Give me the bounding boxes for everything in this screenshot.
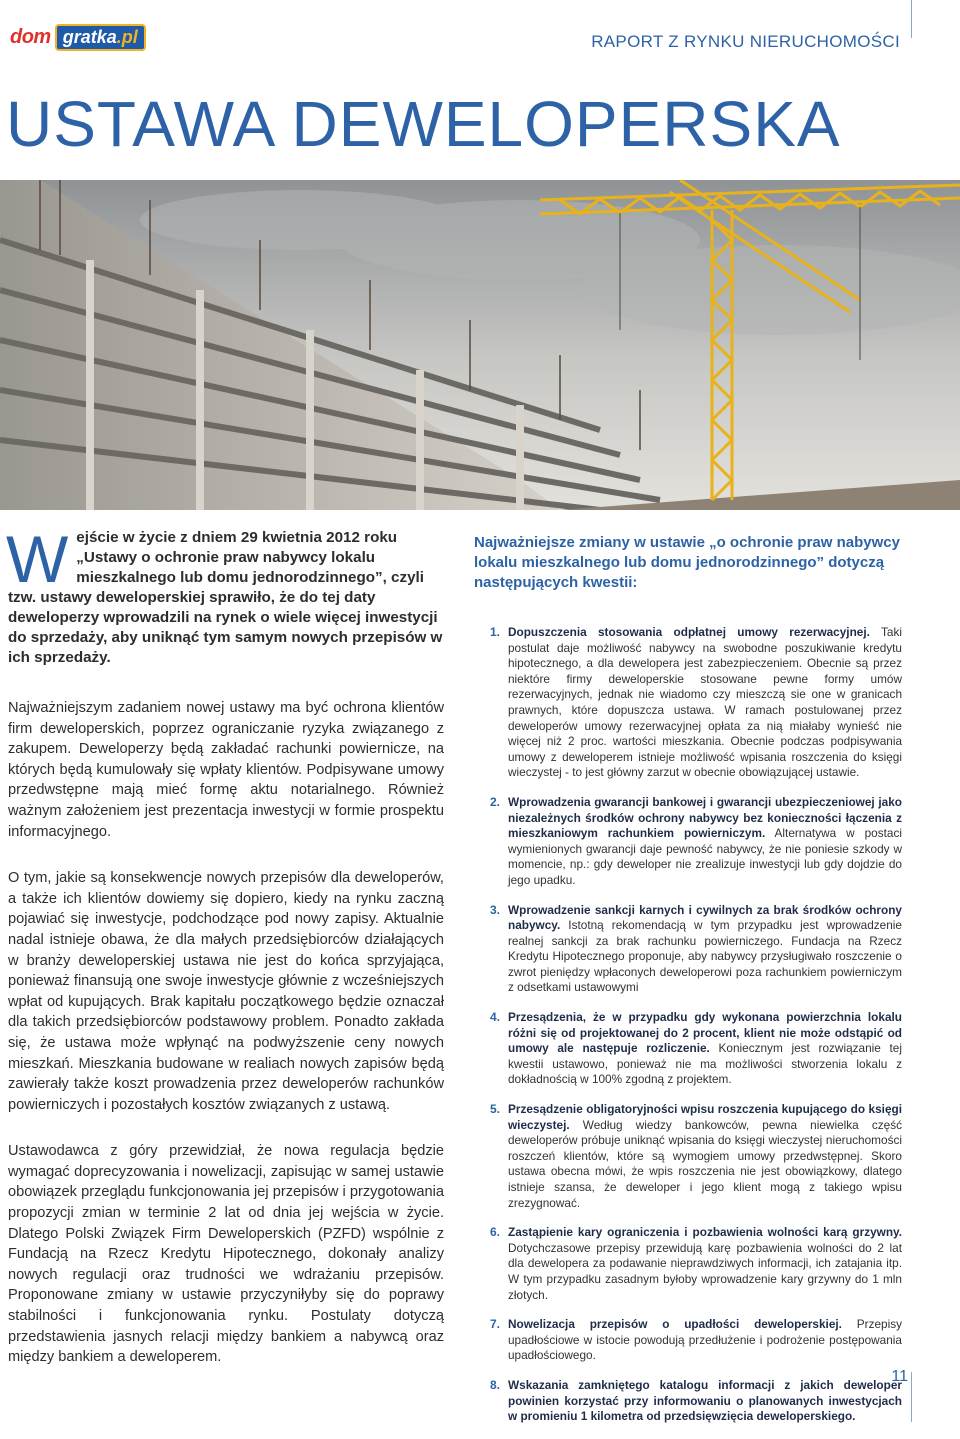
page-title: USTAWA DEWELOPERSKA [6, 88, 841, 160]
change-number: 4. [489, 1010, 500, 1025]
change-title: Dopuszczenia stosowania odpłatnej umowy rezerwacyjnej. [508, 625, 870, 639]
change-item-2 [474, 795, 902, 889]
change-number: 7. [489, 1317, 500, 1332]
header-divider-line [911, 0, 912, 38]
change-number: 8. [489, 1377, 500, 1392]
hero-construction-image [0, 180, 960, 510]
lead-paragraph [6, 522, 444, 668]
change-number: 2. [489, 794, 500, 809]
change-number: 1. [489, 625, 500, 639]
change-item-7 [474, 1317, 902, 1364]
logo[interactable] [10, 24, 146, 50]
change-title: Przesądzenia, że w przypadku gdy wykonana powierzchnia lokalu różni się od projektowanej do 2 procent, klient nie może odstąpić od umowy ale następuje rozliczenie. [508, 1010, 902, 1056]
change-title: Wprowadzenia gwarancji bankowej i gwarancji ubezpieczeniowej jako niezależnych środków ochrony nabywcy bez konieczności łączenia z mieszkaniowym rachunkiem powierniczym. [508, 794, 902, 841]
body-paragraph-2: O tym, jakie są konsekwencje nowych przepisów dla deweloperów, a także ich klientów dowiemy się dopiero, kiedy na rynku zaczną pojawiać się inwestycje, podchodzące pod nowy zapisy. Aktualnie nadal istnieje obawa, że dla małych przedsiębiorców działających w branży deweloperskiej ustawa nie jest do końca sprzyjająca, ponieważ finansują one swoje inwestycje głównie z wcześniejszych wpłat od kupujących. Brak kapitału początkowego będzie oznaczał dla takich przedsiębiorców podstawowy problem. Ponadto zakłada się, że ustawa może wpłynąć na podwyższenie ceny nowych mieszkań. Mieszkania budowane w realiach nowych zapisów będą zawierały także koszt prowadzenia przez deweloperów rachunków powierniczych i pozostałych kosztów związanych z ustawą. [8, 870, 444, 1113]
change-item-5 [474, 1102, 902, 1211]
logo-gratka-text: gratka [62, 26, 117, 47]
change-title: Wskazania zamkniętego katalogu informacji z jakich deweloper powinien korzystać przy informowaniu o planowanych inwestycjach w promieniu 1 kilometra od przedsięwzięcia deweloperskiego. [508, 1377, 902, 1424]
change-text: Przepisy upadłościowe w istocie powodują przedłużenie i podrożenie postępowania upadłościowego. [508, 1317, 903, 1363]
page-number: 11 [891, 1368, 908, 1385]
change-text: Istotną rekomendacją w tym przypadku jest wprowadzenie realnej sankcji za brak rachunku powierniczego. Fundacja na Rzecz Kredytu Hipotecznego proponuje, aby nabywcy przysługiwało roszczenie o zwrot pieniędzy wpłaconych deweloperowi poza rachunkiem powierniczym z odsetkami ustawowymi [508, 918, 902, 995]
change-number: 5. [489, 1102, 500, 1117]
change-title: Nowelizacja przepisów o upadłości deweloperskiej. [508, 1317, 842, 1332]
change-title: Przesądzenie obligatoryjności wpisu roszczenia kupującego do księgi wieczystej. [508, 1102, 902, 1132]
change-text: Dotychczasowe przepisy przewidują karę pozbawienia wolności do 2 lat dla dewelopera za podawanie nieprawdziwych informacji, ich zatajania itp. W tym przypadku zasadnym byłoby wprowadzenie kary grzywny do 1 mln złotych. [508, 1240, 902, 1302]
right-column [474, 533, 902, 1439]
change-text: Taki postulat daje możliwość nabywcy na swobodne poszukiwanie kredytu hipotecznego, a dla dewelopera jest zabezpieczeniem. Obecnie są przez niektóre firmy deweloperskie stosowane pewne formy umów rezerwacyjnych, jednak nie wiadomo czy mieszczą sie one w granicach prawnych, które dopuszcza ustawa. W ramach postulowanej przez deweloperów umowy rezerwacyjnej opłata za nią miałaby wynieść nie więcej niż 2 proc. wartości mieszkania. Obecnie podczas podpisywania umowy z deweloperem istnieje możliwość wpisania roszczenia do księgi wieczystej - to jest główny zarzut w obecnie obowiązującej ustawie. [508, 625, 902, 780]
change-text: Według wiedzy bankowców, pewna niewielka część deweloperów próbuje uniknąć wpisania do księgi wieczystej nieruchomości roszczeń klientów, które są wymogiem umowy przedwstępnej. Skoro ustawa obecna mówi, że wpis roszczenia nie jest obowiązkowy, dlatego istnieje szansa, że deweloper i jego klient mogą z takiego wpisu zrezygnować. [508, 1117, 902, 1210]
body-paragraph-3: Ustawodawca z góry przewidział, że nowa regulacja będzie wymagać doprecyzowania i nowelizacji, zapisując w samej ustawie obowiązek przeglądu funkcjonowania jej przepisów i przygotowania propozycji zmian w terminie 2 lat od dnia jej wejścia w życie. Dlatego Polski Związek Firm Deweloperskich (PZFD) wspólnie z Fundacją na Rzecz Kredytu Hipotecznego, dokonały analizy nowych regulacji oraz trudności we wdrażaniu przepisów. Proponowane zmiany w ustawie przyczyniłyby się do poprawy stabilności i funkcjonowania rynku. Postulaty dotyczą przedstawienia jasnych relacji między bankiem a nabywcą oraz między bankiem a deweloperem. [8, 1143, 444, 1366]
change-text: Koniecznym jest rozwiązanie tej kwestii ustawowo, ponieważ nie ma możliwości stworzenia lokalu z dokładnością w 100% zgodną z projektem. [508, 1041, 902, 1087]
change-item-1 [474, 625, 902, 781]
logo-dom-text: dom [10, 25, 51, 48]
change-text: Alternatywa w postaci wymienionych gwarancji daje pewność nabywcy, że nie poniesie szkody w momencie, np.: gdy deweloper nie zrealizuje inwestycji lub gdy dojdzie do jego upadku. [508, 826, 902, 887]
change-number: 3. [489, 902, 500, 917]
body-paragraph-1: Najważniejszym zadaniem nowej ustawy ma być ochrona klientów firm deweloperskich, poprzez ograniczanie ryzyka związanego z zakupem. Deweloperzy będą zakładać rachunki powiernicze, na których będą kumulowały się wpłaty klientów. Podpisywane umowy przedwstępne mają mieć formę aktu notarialnego. Również ważnym założeniem jest prezentacja inwestycji w formie prospektu informacyjnego. [8, 700, 444, 840]
change-item-3 [474, 903, 902, 997]
change-item-6 [474, 1225, 902, 1303]
change-item-4 [474, 1010, 902, 1088]
left-column [6, 522, 444, 1368]
footer-divider-line [911, 1372, 912, 1422]
report-label: RAPORT Z RYNKU NIERUCHOMOŚCI [591, 32, 900, 51]
logo-pl-text: .pl [116, 26, 138, 47]
change-number: 6. [489, 1225, 500, 1240]
change-title: Wprowadzenie sankcji karnych i cywilnych za brak środków ochrony nabywcy. [508, 902, 902, 933]
logo-gratka-badge [55, 24, 146, 51]
dropcap-letter: W [6, 522, 69, 596]
lead-text: ejście w życie z dniem 29 kwietnia 2012 roku „Ustawy o ochronie praw nabywcy lokalu mieszkalnego lub domu jednorodzinnego”, czyli tzw. ustawy deweloperskiej sprawiło, że do tej daty deweloperzy wprowadzili na rynek o wiele więcej inwestycji do sprzedaży, aby uniknąć tym samym nowych przepisów w ich sprzedaży. [8, 529, 443, 666]
changes-heading: Najważniejsze zmiany w ustawie „o ochronie praw nabywcy lokalu mieszkalnego lub domu jednorodzinnego” dotyczą następujących kwestii: [474, 534, 900, 591]
change-item-8 [474, 1378, 902, 1425]
change-title: Zastąpienie kary ograniczenia i pozbawienia wolności karą grzywny. [508, 1225, 902, 1240]
